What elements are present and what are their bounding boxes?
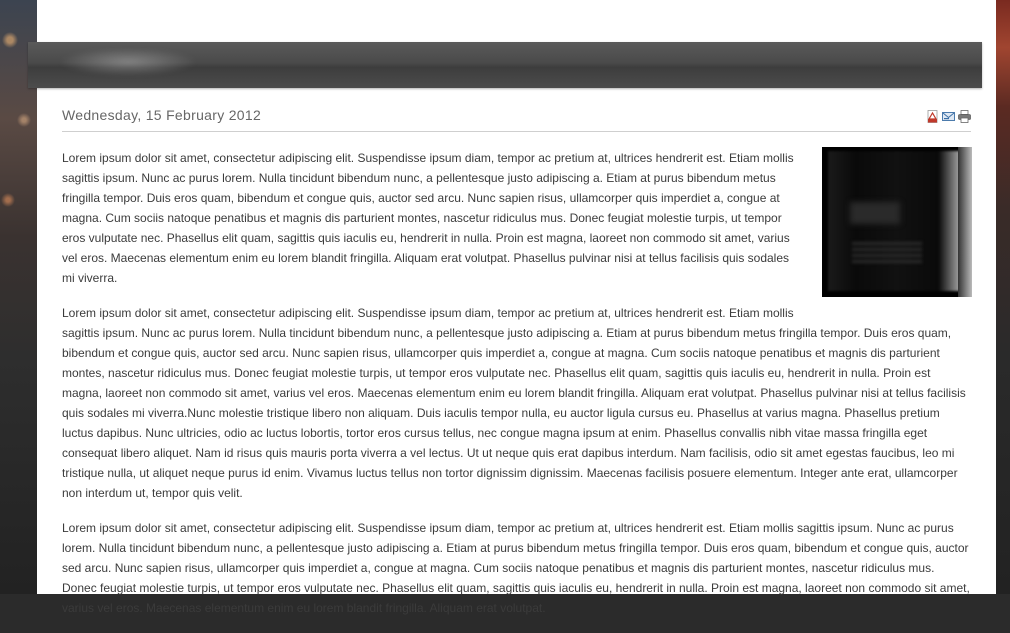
print-icon[interactable] — [958, 110, 971, 123]
thumbnail-lines — [852, 242, 922, 264]
article-date: Wednesday, 15 February 2012 — [62, 107, 262, 123]
article-tools — [926, 110, 971, 123]
article-paragraph-2: Lorem ipsum dolor sit amet, consectetur adipiscing elit. Suspendisse ipsum diam, tempor ac pretium at, ultrices hendrerit est. Etiam mollis sagittis ipsum. Nunc ac purus lorem. Nulla tincidunt bibendum nunc, a pellentesque justo adipiscing a. Etiam at purus bibendum metus fringilla tempor. Duis eros quam, bibendum et congue quis, auctor sed arcu. Nunc sapien risus, ullamcorper quis imperdiet a, congue at magna. Cum sociis natoque penatibus et magnis dis parturient montes, nascetur ridiculus mus. Donec feugiat molestie turpis, ut tempor eros vulputate nec. Phasellus elit quam, sagittis quis iaculis eu, hendrerit in nulla. Proin est magna, laoreet non commodo sit amet, varius vel eros. Maecenas elementum enim eu lorem blandit fringilla. Aliquam erat volutpat. Phasellus pulvinar nisi at tellus facilisis quis sodales mi viverra.Nunc molestie tristique libero non aliquam. Duis iaculis tempor nulla, eu auctor ligula cursus eu. Phasellus at varius magna. Phasellus pretium luctus dapibus. Nunc ultricies, odio ac luctus lobortis, tortor eros cursus tellus, nec congue magna ipsum at enim. Phasellus convallis nibh vitae massa fringilla eget consequat libero aliquet. Nam id risus quis mauris porta viverra a vel lectus. Ut ut neque quis erat dapibus interdum. Nam facilisis, odio sit amet egestas faucibus, leo mi tristique nulla, ut aliquet neque purus id enim. Vivamus luctus tellus non tortor dignissim dignissim. Maecenas facilisis posuere elementum. Integer ante erat, ullamcorper non interdum ut, tempor quis velit. — [62, 306, 966, 500]
article-body — [62, 148, 972, 633]
email-icon[interactable] — [942, 110, 955, 123]
thumbnail-dark-block — [850, 202, 900, 224]
banner-glow — [58, 48, 198, 76]
article-header — [62, 104, 971, 132]
article-paragraph-1: Lorem ipsum dolor sit amet, consectetur adipiscing elit. Suspendisse ipsum diam, tempor ac pretium at, ultrices hendrerit est. Etiam mollis sagittis ipsum. Nunc ac purus lorem. Nulla tincidunt bibendum nunc, a pellentesque justo adipiscing a. Etiam at purus bibendum metus fringilla tempor. Duis eros quam, bibendum et congue quis, auctor sed arcu. Nunc sapien risus, ullamcorper quis imperdiet a, congue at magna. Cum sociis natoque penatibus et magnis dis parturient montes, nascetur ridiculus mus. Donec feugiat molestie turpis, ut tempor eros vulputate nec. Phasellus elit quam, sagittis quis iaculis eu, hendrerit in nulla. Proin est magna, laoreet non commodo sit amet, varius vel eros. Maecenas elementum enim eu lorem blandit fringilla. Aliquam erat volutpat. Phasellus pulvinar nisi at tellus facilisis quis sodales mi viverra. — [62, 151, 794, 285]
article-paragraph-3: Lorem ipsum dolor sit amet, consectetur adipiscing elit. Suspendisse ipsum diam, tempor ac pretium at, ultrices hendrerit est. Etiam mollis sagittis ipsum. Nunc ac purus lorem. Nulla tincidunt bibendum nunc, a pellentesque justo adipiscing a. Etiam at purus bibendum metus fringilla tempor. Duis eros quam, bibendum et congue quis, auctor sed arcu. Nunc sapien risus, ullamcorper quis imperdiet a, congue at magna. Cum sociis natoque penatibus et magnis dis parturient montes, nascetur ridiculus mus. Donec feugiat molestie turpis, ut tempor eros vulputate nec. Phasellus elit quam, sagittis quis iaculis eu, hendrerit in nulla. Proin est magna, laoreet non commodo sit amet, varius vel eros. Maecenas elementum enim eu lorem blandit fringilla. Aliquam erat volutpat. — [62, 521, 970, 615]
background-left-scenery — [0, 0, 37, 594]
page-container — [37, 0, 996, 615]
thumbnail-edge — [958, 147, 972, 297]
pdf-icon[interactable] — [926, 110, 939, 123]
header-banner — [28, 42, 982, 88]
article-thumbnail — [822, 147, 972, 297]
